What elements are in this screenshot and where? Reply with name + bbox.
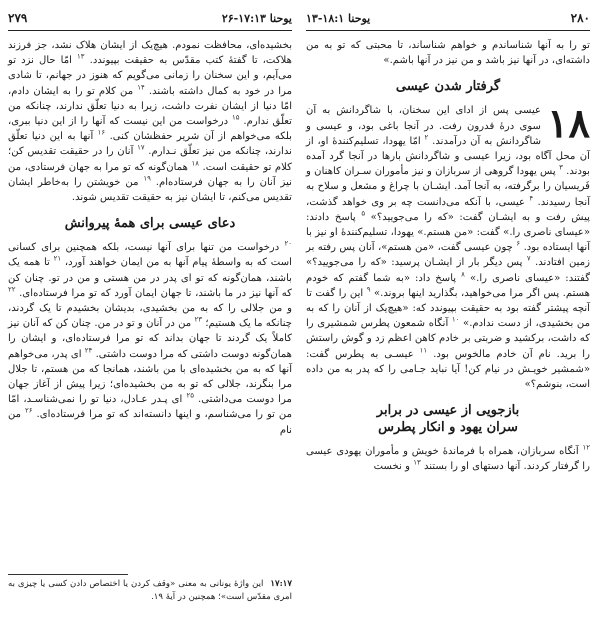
- left-header-rule: [8, 30, 292, 31]
- verse-text: و من جلالی را که به من بخشیدی، بدیشان بخشیدم تا یک گردند، چنانکه ما یک هستیم؛: [8, 303, 292, 330]
- verse-number: ۷: [526, 255, 531, 264]
- verse-text: عیسی، با آنکه می‌دانست چه بر وی خواهد گذشت، پیش رفت و به ایشـان گفت: «که را می‌جویید؟»: [306, 196, 590, 223]
- verse-number: ۲۳: [194, 315, 203, 324]
- right-page-body: [306, 38, 590, 624]
- verse-number: ۲۱: [53, 255, 62, 264]
- verse-text: درخواست من تنها برای آنها نیست، بلکه همچنین برای کسانی است که به واسطهٔ پیام آنها به من ایمان خواهند آورد،: [8, 242, 292, 269]
- verse-text: آنان را در حقیقت تقدیس کن؛ کلام تو حقیقت است.: [8, 146, 292, 173]
- section-heading-trial-line2: سران یهود و انکار پطرس: [378, 420, 518, 436]
- verse-text: درخواست من این نیست که آنها را از این دنیا ببری، بلکه می‌خواهم از آن شریر حفظشان کنی.: [8, 116, 292, 143]
- verse-number: ۱۶: [97, 128, 106, 137]
- verse-number: ۲۴: [84, 346, 93, 355]
- left-text-block-2: [8, 240, 292, 438]
- verse-number: ۱۸: [191, 159, 199, 168]
- section-heading-trial: [306, 402, 590, 436]
- right-page-header: [306, 8, 590, 28]
- verse-number: ۱۷: [137, 144, 145, 153]
- verse-text: تا همه یک باشند، همان‌گونه که تو ای پدر در من هستی و من در تو. چنان کن که آنها نیز در ما باشند، تا جهان ایمان آورد که تو مرا فرستاده‌ای.: [8, 257, 292, 299]
- verse-number: ۱۰: [451, 315, 460, 324]
- verse-text: آنگاه شمعون پطرس شمشیری را که داشت، برکشید و ضربتی بر خادم کاهن اعظم زد و گوش راستش را برید. نام آن خادم مالخوس بود.: [306, 318, 590, 360]
- left-header-reference: یوحنا ۱۷:۱۳-۲۶: [221, 11, 292, 25]
- right-tail-text: [306, 444, 590, 474]
- verse-text: آنگاه سربازان، همراه با فرماندهٔ خویش و مأموران یهودی عیسی را گرفتار کردند. آنها دستهای او را بستند: [306, 446, 590, 473]
- verse-text: من کلام تو را به ایشان دادم، امّا دنیا از ایشان نفرت داشت، زیرا به دنیا تعلّق ندارند، چنانکه من تعلّق ندارم.: [8, 85, 292, 128]
- verse-number: ۸: [461, 270, 465, 279]
- left-page-header: [8, 8, 292, 28]
- verse-text: امّا حال نزد تو می‌آیم، و این سخنان را زمانی می‌گویم که هنوز در جهانم، تا شادی مرا در خود به کمال داشته باشند.: [8, 55, 292, 97]
- verse-text: بخشیده‌ای، محافظت نمودم. هیچ‌یک از ایشان هلاک نشد، جز فرزند هلاکت، تا گفتهٔ کتب مقدّس به حقیقت بپیوندد.: [8, 40, 292, 67]
- verse-number: ۵: [361, 209, 366, 218]
- verse-number: ۴: [529, 194, 534, 203]
- footnote-text: این واژهٔ یونانی به معنی «وقف کردن یا اختصاص دادن کسی یا چیزی به امری مقدّس است»؛ همچنین در آیهٔ ۱۹.: [8, 579, 292, 602]
- footnote: [8, 578, 292, 604]
- verse-number: ۱۳: [413, 459, 421, 468]
- footnote-reference: ۱۷:۱۷: [270, 579, 293, 589]
- right-page-number: ۲۸۰: [570, 11, 590, 25]
- verse-number: ۶: [516, 239, 521, 248]
- verse-number: ۹: [366, 285, 371, 294]
- verse-number: ۱۴: [137, 83, 145, 92]
- verse-number: ۲۵: [186, 391, 194, 400]
- verse-number: ۲۶: [25, 407, 33, 416]
- verse-number: ۱۵: [232, 113, 240, 122]
- verse-text: پاسخ داد: «به شما گفتم که خودم هستم. پس اگر مرا می‌خواهید، بگذارید اینها بروند.»: [306, 272, 590, 299]
- verse-number: ۱۱: [419, 346, 428, 355]
- right-header-reference: یوحنا ۱۸:۱-۱۳: [306, 11, 371, 25]
- verse-text: چون عیسی گفت، «من هستم»، آنان پس رفته بر زمین افتادند.: [306, 242, 590, 269]
- verse-number: ۱۲: [582, 443, 590, 452]
- verse-text: پس دیگر بار از ایشـان پرسید: «که را می‌جویید؟» گفتند: «عیسای ناصری را.»: [306, 257, 591, 284]
- verse-text: من نام: [8, 409, 292, 436]
- verse-number: ۳: [559, 163, 563, 172]
- verse-text: و نخست: [373, 461, 410, 473]
- section-heading-prayer: دعای عیسی برای همهٔ پیروانش: [64, 216, 236, 232]
- verse-text: پاسخ دادند: «عیسای ناصری را.» گفت: «من هستم.» یهودا، تسلیم‌کنندهٔ او نیز با آنها ایستاده بود.: [306, 211, 590, 254]
- verse-number: ۱۳: [77, 52, 85, 61]
- verse-text: امّا یهودا، تسلیم‌کنندهٔ او، از آن محل آگاه بود، زیرا عیسی و شاگردانش بارها در آنجا گرد آمده بودند.: [306, 135, 590, 178]
- verse-text: عیسی پس از ادای این سخنان، با شاگردانش به آن سوی درهٔ قدرون رفت. در آنجا باغی بود، و عیسی و شاگردانش به آن درآمدند.: [306, 105, 542, 147]
- verse-number: ۲۰: [284, 239, 292, 248]
- verse-text: ای پـدر عـادل، دنیا تو را نمی‌شناسـد، امّا من تو را می‌شناسم، و اینها دانسته‌اند که تو مرا فرستاده‌ای.: [8, 394, 292, 421]
- right-header-rule: [306, 30, 590, 31]
- verse-text: آنها به این دنیا تعلّق ندارند، چنانکه من نیز تعلّق نـدارم.: [8, 131, 292, 158]
- section-heading-arrest: گرفتار شدن عیسی: [395, 79, 501, 95]
- verse-text: همان‌گونه که تو مرا به جهان فرستادی، من نیز آنان را به جهان فرستاده‌ام.: [8, 161, 292, 188]
- footnote-rule: [8, 574, 128, 575]
- chapter-number: ۱۸: [547, 100, 590, 148]
- verse-text: این را گفت تا آنچه پیشتر گفته بود به حقیقت بپیوندد که: «هیچ‌یک از آنان را که به من بخشیدی، از دست ندادم.»: [306, 287, 590, 330]
- verse-number: ۲۲: [8, 285, 16, 294]
- left-page-body: [8, 38, 292, 578]
- left-text-block-1: [8, 38, 292, 205]
- verse-number: ۲: [424, 133, 429, 142]
- section-heading-trial-line1: بازجویی از عیسی در برابر: [376, 403, 520, 419]
- verse-text: من در آنان و تو در من. چنان کن که آنان نیز کاملاً یک گردند تا جهان بداند که تو مرا فرستاده‌ای، و ایشان را همان‌گونه دوست داشتی که مرا دوست داشتی.: [8, 318, 292, 360]
- verse-number: ۱۹: [143, 174, 151, 183]
- verse-text: عیسـی به پطرس گفت: «شمشیر خویـش در نیام کن! آیا نباید جـامی را که پدر به من داده است، بنوشم؟»: [306, 348, 590, 391]
- right-intro: تو را به آنها شناساندم و خواهم شناساند، تا محبتی که تو به من داشته‌ای، در آنها نیز باشد و من نیز در آنها باشم.»: [306, 40, 590, 67]
- verse-text: پس یهودا گروهی از سربازان و نیز مأموران سـران کاهنان و فَریسیان را برگرفته، به آنجا آمد. ایشـان با چراغ و مشعل و سلاح به آنجا رسیدند.: [306, 166, 591, 208]
- left-page-number: ۲۷۹: [8, 11, 28, 25]
- chapter-18-text: [306, 100, 591, 392]
- verse-text: من خویشتن را به‌خاطر ایشان تقدیس می‌کنم، تا ایشان نیز به حقیقت تقدیس شوند.: [8, 176, 292, 204]
- verse-text: ای پدر، می‌خواهم آنها که به من بخشیده‌ای با من باشند، همانجا که من هستم، تا جلال مرا بنگرند، جلالی که تو به من بخشیده‌ای؛ زیرا پیش از آغاز جهان مرا دوست می‌داشتی.: [8, 348, 292, 406]
